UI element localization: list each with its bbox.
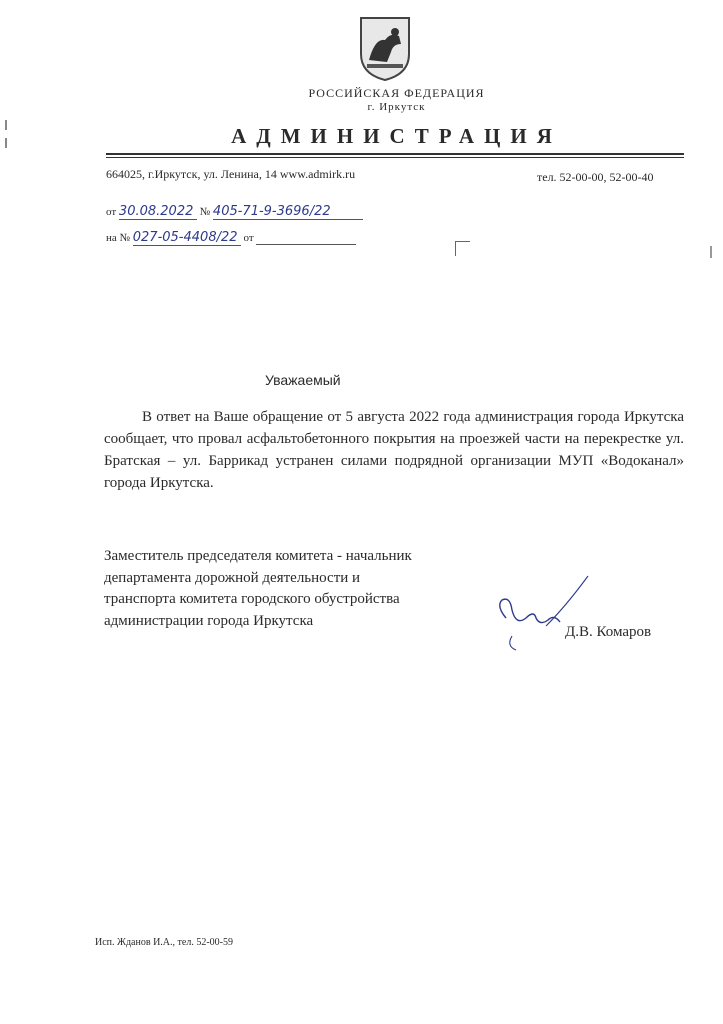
handwritten-signature (476, 566, 606, 656)
date-value: 30.08.2022 (119, 204, 197, 220)
reply-value: 027-05-4408/22 (133, 230, 241, 246)
number-prefix: № (199, 206, 211, 218)
position-line: Заместитель председателя комитета - начальник (104, 548, 412, 564)
number-value: 405-71-9-3696/22 (213, 204, 363, 220)
header-rule-thin (106, 157, 684, 158)
letter-body (104, 406, 684, 494)
signatory-name: Д.В. Комаров (565, 624, 652, 640)
scan-mark (5, 120, 7, 130)
phone: тел. 52-00-00, 52-00-40 (537, 170, 654, 184)
coat-of-arms-icon (357, 14, 413, 82)
date-row (106, 204, 363, 220)
scan-mark (710, 246, 712, 258)
executor-info: Исп. Жданов И.А., тел. 52-00-59 (95, 937, 233, 948)
letter-body-text: В ответ на Ваше обращение от 5 августа 2022 года администрация города Иркутска сообщает, что провал асфальтобетонного покрытия на проезжей части на перекрестке ул. Братская – ул. Баррикад устранен силами подрядной организации МУП «Водоканал» города Иркутска. (104, 409, 684, 491)
reply-prefix: на № (106, 232, 131, 244)
position-line: департамента дорожной деятельности и (104, 569, 361, 586)
position-line: администрации города Иркутска (104, 612, 314, 629)
signatory-position (104, 546, 412, 632)
address-block-corner (455, 241, 470, 256)
scan-mark (5, 138, 7, 148)
reply-row (106, 230, 356, 246)
header-rule (106, 153, 684, 155)
date-prefix: от (106, 206, 117, 218)
reply-date-blank (256, 232, 356, 245)
address: 664025, г.Иркутск, ул. Ленина, 14 www.admirk.ru (106, 167, 356, 181)
city-name: г. Иркутск (367, 101, 426, 113)
greeting: Уважаемый (265, 372, 341, 388)
position-line: транспорта комитета городского обустройства (104, 591, 400, 607)
country-name: РОССИЙСКАЯ ФЕДЕРАЦИЯ (308, 86, 485, 100)
reply-suffix: от (243, 232, 254, 244)
organization-title: АДМИНИСТРАЦИЯ (231, 124, 562, 148)
